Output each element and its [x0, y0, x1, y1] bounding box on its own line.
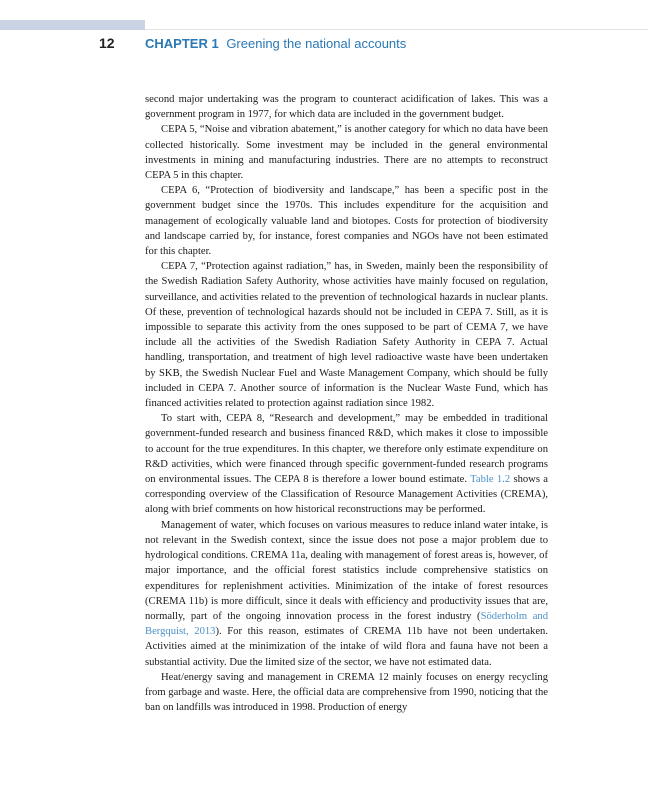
table-reference-link[interactable]: Table 1.2 [470, 474, 511, 486]
paragraph [145, 411, 548, 517]
header-accent-bar [0, 20, 145, 30]
page-number: 12 [99, 35, 115, 51]
paragraph [145, 518, 548, 670]
paragraph-text: To start with, CEPA 8, “Research and development,” may be embedded in traditional government-funded research and business financed R&D, which makes it close to impossible to account for the true expenditures. In this chapter, we therefore only estimate expenditure on R&D activities, which were financed through specific government-funded research programs on environmental issues. The CEPA 8 is therefore a lower bound estimate. [145, 413, 548, 486]
body-text [145, 92, 548, 715]
paragraph: CEPA 5, “Noise and vibration abatement,” is another category for which no data have been collected historically. Some investment may be included in the general environmental investments in mining and manufacturing industries. There are no attempts to reconstruct CEPA 5 in this chapter. [145, 124, 548, 182]
paragraph-text: ). For this reason, estimates of CREMA 11b have not been undertaken. Activities aimed at the minimization of the intake of wild flora and fauna have not been a substantial activity. Due the limited size of the sector, we have not estimated data. [145, 626, 549, 668]
paragraph: CEPA 7, “Protection against radiation,” has, in Sweden, mainly been the responsibility of the Swedish Radiation Safety Authority, whose activities have mainly focused on regulation, surveillance, and activities related to the prevention of technological hazards in nuclear plants. Of these, prevention of technological hazards should not be included in CEPA 7. Still, as it is impossible to separate this activity from the ones supposed to be part of CEMA 7, we have include all the activities of the Swedish Radiation Safety Authority in CEPA 7. Actual handling, transportation, and treatment of high level radioactive waste have been undertaken by SKB, the Swedish Nuclear Fuel and Waste Management Company, which should be fully included in CEPA 7. Another source of information is the Nuclear Waste Fund, which has financed activities related to protection against radiation since 1982. [145, 261, 548, 410]
running-head [145, 36, 406, 51]
paragraph-text: shows a corresponding overview of the Classification of Resource Management Activities (CREMA), along with brief comments on how historical reconstructions may be performed. [145, 474, 548, 516]
citation-link[interactable]: Söderholm and Bergquist, 2013 [145, 610, 548, 638]
paragraph: Heat/energy saving and management in CREMA 12 mainly focuses on energy recycling from garbage and waste. Here, the official data are comprehensive from 1990, noticing that the ban on landfills was introduced in 1998. Production of energy [145, 671, 548, 714]
paragraph: second major undertaking was the program to counteract acidification of lakes. This was a government program in 1977, for which data are included in the government budget. [145, 94, 548, 121]
paragraph-text: Management of water, which focuses on various measures to reduce inland water intake, is not relevant in the Swedish context, since the issue does not pose a major problem due to hydrological conditions. CREMA 11a, dealing with management of forest areas is, however, of major importance, and the official forest statistics include comprehensive statistics on expenditures for replenishment activities. Minimization of the intake of forest resources (CREMA 11b) is more difficult, since it deals with efficiency and productivity issues that are, normally, part of the ongoing innovation process in the forest industry ( [145, 519, 548, 622]
paragraph: CEPA 6, “Protection of biodiversity and landscape,” has been a specific post in the government budget since the 1970s. This includes expenditure for the acquisition and management of ecologically valuable land and biotopes. Costs for protection of biodiversity and landscape carried by, for instance, forest companies and NGOs have not been estimated for this chapter. [145, 185, 548, 258]
header-rule [145, 29, 648, 30]
chapter-title: Greening the national accounts [226, 36, 407, 51]
chapter-label: CHAPTER 1 [145, 36, 219, 51]
